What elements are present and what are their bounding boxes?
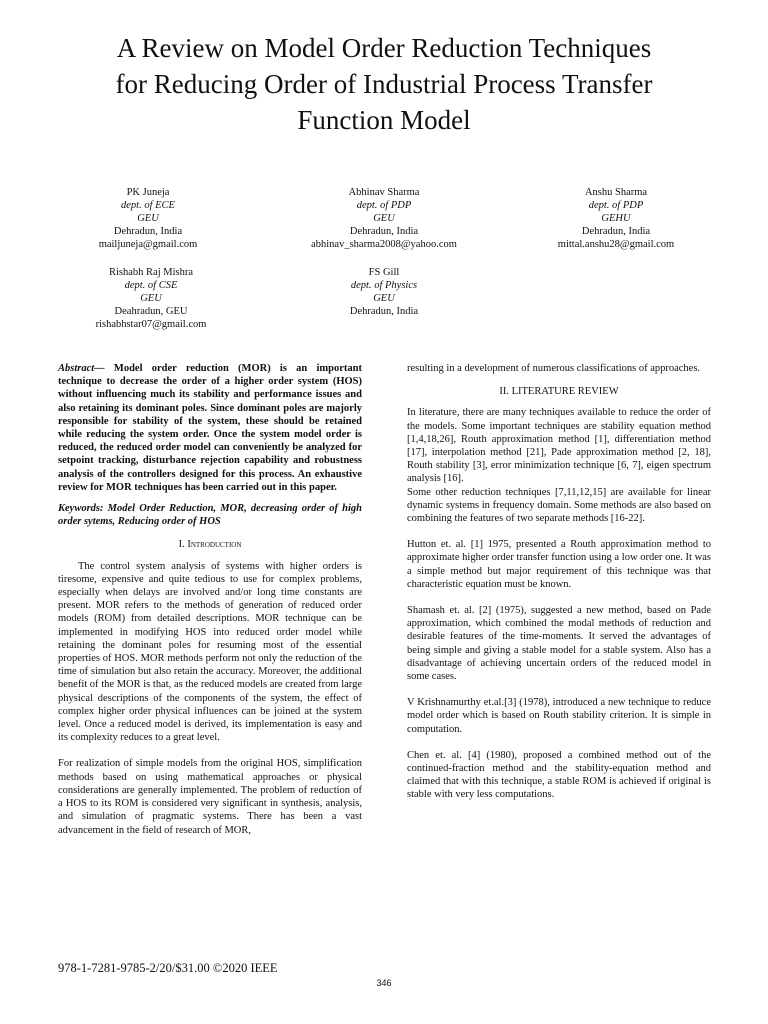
author-block-4 (51, 266, 251, 331)
author-block-5 (284, 266, 484, 318)
paper-title (40, 30, 728, 138)
literature-paragraph-5: V Krishnamurthy et.al.[3] (1978), introduced a new technique to reduce model order which is based on Routh stability criterion. It is simple in computation. (407, 697, 711, 735)
abstract-label: Abstract— (58, 363, 105, 374)
right-column (407, 362, 711, 802)
section-heading-literature-review: II. LITERATURE REVIEW (499, 386, 619, 398)
section-title: Introduction (187, 539, 242, 551)
author-location: Dehradun, India (349, 306, 419, 317)
author-block-2 (284, 186, 484, 251)
author-block-1 (48, 186, 248, 251)
left-column (58, 362, 362, 837)
author-email: abhinav_sharma2008@yahoo.com (311, 239, 457, 250)
section-heading-introduction (58, 538, 362, 551)
author-block-3 (516, 186, 716, 251)
section-number: I. (178, 539, 185, 551)
author-email: mittal.anshu28@gmail.com (557, 239, 675, 250)
author-name: PK Juneja (126, 187, 170, 198)
continued-paragraph: resulting in a development of numerous classifications of approaches. (407, 363, 701, 374)
author-email: mailjuneja@gmail.com (98, 239, 198, 250)
intro-paragraph-1: The control system analysis of systems with higher orders is tiresome, expensive and quite tedious to use for complex problems, especially when delays are involved and/or long time constants are present. MOR refers to the methods of generation of reduced order models (ROM) from detailed descriptions. MOR technique can be implemented in modifying HOS into reduced order model while retaining the dominant poles for resuming most of the essential properties of HOS. MOR methods perform not only the reduction of the time of simulation but also retain the accuracy. Moreover, the additional benefit of the MOR is that, as the reduced models are created from large physical descriptions of the components of the system, the effect of complex higher order physical influences can be joined at the system level. Once a reduced model is derived, its implementation is easy and its complexity reduces to a great level. (58, 560, 362, 744)
title-line-2: for Reducing Order of Industrial Process Transfer (115, 69, 653, 99)
abstract-text: Model order reduction (MOR) is an important technique to decrease the order of a higher order system (HOS) without influencing much its stability and performance issues and also retaining its dominant poles. Since dominant poles are majorly responsible for stability of the system, these should be retained while reducing the system order. Once the system model order is reduced, the reduced order model can conveniently be analyzed for setpoint tracking, disturbance rejection capability and robustness analysis of the controllers designed for this process. An exhaustive review for MOR techniques has been carried out in this paper. (58, 363, 362, 493)
author-org: GEU (137, 213, 159, 224)
author-dept: dept. of PDP (588, 200, 644, 211)
author-org: GEU (140, 293, 162, 304)
author-dept: dept. of PDP (356, 200, 412, 211)
keywords: Keywords: Model Order Reduction, MOR, decreasing order of high order sytems, Reducing order of HOS (58, 503, 362, 528)
author-name: Anshu Sharma (584, 187, 648, 198)
literature-paragraph-2: Some other reduction techniques [7,11,12,15] are available for linear dynamic systems in frequency domain. Some methods are also based on combining the features of two separate methods [16-22]. (407, 486, 711, 525)
copyright-footer: 978-1-7281-9785-2/20/$31.00 ©2020 IEEE (58, 961, 278, 975)
title-line-1: A Review on Model Order Reduction Techniques (116, 33, 652, 63)
title-line-3: Function Model (297, 105, 471, 135)
author-location: Dehradun, India (581, 226, 651, 237)
author-dept: dept. of ECE (121, 200, 175, 211)
intro-paragraph-2: For realization of simple models from the original HOS, simplification methods based on using mathematical approaches or physical considerations are generally implemented. The problem of reduction of a HOS to its ROM is considered very significant in synthesis, analysis, and simulation of pragmatic systems. There has been a vast advancement in the field of research of MOR, (58, 758, 362, 836)
author-location: Deahradun, GEU (114, 306, 188, 317)
author-location: Dehradun, India (113, 226, 183, 237)
author-name: FS Gill (368, 267, 400, 278)
author-org: GEU (373, 293, 395, 304)
author-location: Dehradun, India (349, 226, 419, 237)
author-org: GEU (373, 213, 395, 224)
author-name: Rishabh Raj Mishra (109, 267, 193, 278)
literature-paragraph-1: In literature, there are many techniques available to reduce the order of the models. Some important techniques are stability equation method [1,4,18,26], Routh approximation method [1], differentiation method [17], interpolation method [21], Pade approximation method [2, 18], Routh stability [3], error minimization technique [6, 7], eigen spectrum analysis [16]. (407, 407, 711, 485)
literature-paragraph-4: Shamash et. al. [2] (1975), suggested a new method, based on Pade approximation, which combined the modal methods of reduction and desirable features of the time-moments. It served the advantages of being simple and giving a stable model for a stable system. Also has a disadvantage of achieving uncertain orders of the reduced model in some cases. (407, 605, 711, 683)
author-dept: dept. of CSE (124, 280, 178, 291)
author-dept: dept. of Physics (350, 280, 418, 291)
page-number: 346 (376, 978, 392, 988)
literature-paragraph-3: Hutton et. al. [1] 1975, presented a Routh approximation method to approximate higher order transfer function using a low order one. It was a simple method but major requirement of this technique was that characteristic equation must be known. (407, 539, 711, 590)
author-org: GEHU (601, 213, 631, 224)
author-name: Abhinav Sharma (348, 187, 420, 198)
abstract (58, 362, 362, 494)
literature-paragraph-6: Chen et. al. [4] (1980), proposed a combined method out of the continued-fraction method and the stability-equation method and claimed that with this technique, a stable ROM is achieved if original is stable with very less computations. (407, 749, 711, 801)
author-email: rishabhstar07@gmail.com (95, 319, 207, 330)
